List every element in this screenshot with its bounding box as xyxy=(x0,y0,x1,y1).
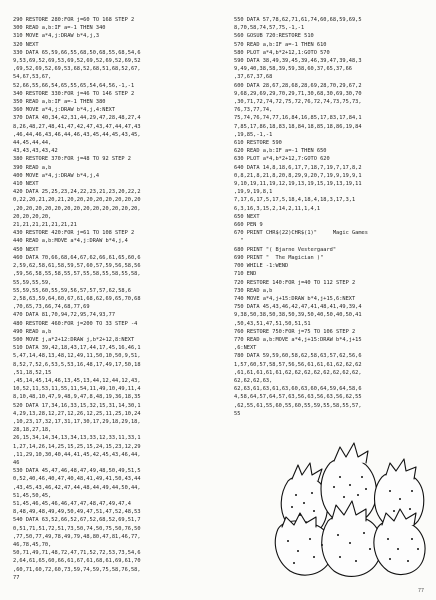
code-line: 76,73,77,74, xyxy=(234,107,273,114)
code-line: 75,74,76,74,77,16,84,16,85,17,83,17,84,1 xyxy=(234,115,362,122)
code-line: ,61,61,61,61,61,62,62,62,62,62,62,62,62, xyxy=(234,369,362,376)
code-line: 760 RESTORE 750:FOR j=75 TO 106 STEP 2 xyxy=(234,328,356,335)
code-line: 410 NEXT xyxy=(13,181,39,188)
basic-listing-left-column xyxy=(13,16,216,582)
code-line: ,19,9,19,8,1 xyxy=(234,189,273,196)
code-line: 2,59,62,58,61,58,59,57,60,57,59,56,58,56 xyxy=(13,263,141,270)
code-line: 8,26,48,27,48,41,47,42,47,43,47,44,47,43 xyxy=(13,123,141,130)
code-line: 62,63,61,63,61,63,60,63,60,64,59,64,58,6 xyxy=(234,386,362,393)
code-line: ,10,23,17,32,17,31,17,30,17,29,18,29,18, xyxy=(13,418,141,425)
code-line: 750 DATA 45,43,46,42,47,41,48,41,49,39,4 xyxy=(234,304,362,311)
code-line: 530 DATA 45,47,46,48,47,49,48,50,49,51,5 xyxy=(13,468,141,475)
code-line: 6,3,16,3,15,2,14,2,11,1,4,1 xyxy=(234,205,321,212)
code-line: 52,66,55,66,54,65,55,65,54,64,56,-1,-1 xyxy=(13,82,135,89)
code-line: 300 READ a,b:IF a=-1 THEN 340 xyxy=(13,25,106,32)
code-line: 610 RESTORE 590 xyxy=(234,140,282,147)
code-line: 7,17,6,17,5,17,5,18,4,18,4,18,3,17,3,1 xyxy=(234,197,356,204)
code-line: 28,18,27,18, xyxy=(13,427,52,434)
code-line: 43,43,43,43,42 xyxy=(13,148,58,155)
code-line: 560 GOSUB 720:RESTORE 510 xyxy=(234,33,314,40)
code-line: ,69,52,69,52,69,53,68,52,68,51,68,52,67, xyxy=(13,66,141,73)
code-line: 51,45,50,45, xyxy=(13,492,52,499)
code-line: ,62,55,61,55,60,55,60,55,59,55,58,55,57, xyxy=(234,402,362,409)
code-line: 520 DATA 17,34,16,33,15,32,15,31,14,30,1 xyxy=(13,402,141,409)
code-line: 5,47,14,48,13,48,12,49,11,50,10,50,9,51, xyxy=(13,353,141,360)
strawberries-illustration xyxy=(270,441,428,581)
code-line: 46,78,45,70, xyxy=(13,542,52,548)
code-line: 330 DATA 65,59,66,55,68,50,68,55,68,54,6 xyxy=(13,49,141,56)
code-line: 370 DATA 40,34,42,31,44,29,47,28,48,27,4 xyxy=(13,115,141,122)
code-line: 0,22,20,21,20,21,20,20,20,20,20,20,20,20 xyxy=(13,197,141,204)
code-line: 420 DATA 25,25,23,24,22,23,21,23,20,22,2 xyxy=(13,189,141,196)
code-line: 620 READ a,b:IF a=-1 THEN 650 xyxy=(234,148,327,155)
code-line: 10,52,11,53,11,55,11,54,11,49,10,49,11,4 xyxy=(13,386,141,393)
code-line: 570 READ a,b:IF a=-1 THEN 610 xyxy=(234,41,327,48)
code-line: 51,45,46,45,46,46,47,47,48,47,49,47,4 xyxy=(13,500,131,507)
code-line: 690 PRINT " The Magician )" xyxy=(234,254,324,261)
code-line: 780 DATA 59,59,60,58,62,58,63,57,62,56,6 xyxy=(234,353,362,360)
code-line: 680 PRINT "( Bjarne Vestergaard" xyxy=(234,246,337,253)
code-line: 46 xyxy=(13,459,20,466)
code-line: 510 DATA 39,42,18,43,17,44,17,45,16,46,1 xyxy=(13,345,141,352)
code-line: 8,10,48,10,47,9,48,9,47,8,48,19,36,18,35 xyxy=(13,394,141,401)
code-line: 670 PRINT CHR$(22)CHR$(1)" Magic Games xyxy=(234,230,368,237)
code-line: ,51,18,52,15 xyxy=(13,369,52,376)
code-line: 500 MOVE j,a*2+12:DRAW j,b*2+12,8:NEXT xyxy=(13,336,135,343)
code-line: 470 DATA 81,70,94,72,95,74,93,77 xyxy=(13,312,116,319)
code-line: 630 PLOT a*4,b*2+12,7:GOTO 620 xyxy=(234,156,330,163)
code-line: 730 READ a,b xyxy=(234,287,273,294)
code-line: 62,62,62,63, xyxy=(234,377,273,384)
code-line: 1,27,14,26,14,25,15,25,15,24,15,23,12,29 xyxy=(13,443,141,450)
code-line: 0,52,40,46,40,47,40,48,41,49,41,50,43,44 xyxy=(13,476,141,483)
code-line: 1,57,60,57,58,57,56,56,61,61,61,62,62,62 xyxy=(234,361,362,368)
code-line: ,6:NEXT xyxy=(234,345,257,352)
code-line: 55 xyxy=(234,410,241,417)
code-line: 310 MOVE a*4,j:DRAW b*4,j,3 xyxy=(13,33,100,40)
code-line: 9,49,40,38,58,39,59,38,60,37,65,37,66 xyxy=(234,66,352,73)
code-line: 550 DATA 57,78,62,71,61,74,60,68,59,69,5 xyxy=(234,17,362,23)
code-line: 400 MOVE a*4,j:DRAW b*4,j,4 xyxy=(13,172,100,179)
code-line: 360 MOVE a*4,j:DRAW b*4,j,4:NEXT xyxy=(13,107,116,114)
code-line: 2,58,63,59,64,60,67,61,68,62,69,65,70,68 xyxy=(13,295,141,302)
code-line: 26,15,34,14,34,13,34,13,33,12,33,11,33,1 xyxy=(13,435,141,442)
code-line: 44,45,44,44, xyxy=(13,140,52,147)
code-line: 460 DATA 70,66,68,64,67,62,66,61,65,60,6 xyxy=(13,254,141,261)
code-line: ,45,14,45,14,46,13,45,13,44,12,44,12,43, xyxy=(13,377,141,384)
code-line: 50,71,49,71,48,72,47,71,52,72,53,73,54,6 xyxy=(13,550,141,557)
code-line: 580 PLOT a*4,b*2+12,1:GOTO 570 xyxy=(234,49,330,56)
code-line: 9,38,50,38,50,38,50,39,50,40,50,40,50,41 xyxy=(234,312,362,319)
code-line: 490 READ a,b xyxy=(13,328,52,335)
code-line: 0,8,21,8,21,8,20,8,29,9,20,7,19,9,19,9,1 xyxy=(234,172,362,179)
code-line: 77 xyxy=(13,574,20,581)
code-line: ,37,67,37,68 xyxy=(234,74,273,81)
code-line: 650 NEXT xyxy=(234,213,260,220)
code-line: 340 RESTORE 330:FOR j=46 TO 146 STEP 2 xyxy=(13,90,135,97)
basic-listing-right-column xyxy=(234,16,423,418)
code-line: ,30,71,72,74,72,75,72,76,72,74,73,75,73, xyxy=(234,99,362,106)
code-line: 290 RESTORE 280:FOR j=60 TO 168 STEP 2 xyxy=(13,17,135,23)
code-line: ,59,56,58,55,58,55,57,55,58,55,58,55,58, xyxy=(13,271,141,278)
code-line: 590 DATA 38,49,39,45,39,46,39,47,39,48,3 xyxy=(234,58,362,65)
code-line: 540 DATA 63,52,66,52,67,52,68,52,69,51,7 xyxy=(13,517,141,524)
code-line: 770 READ a,b:MOVE a*4,j+15:DRAW b*4,j+15 xyxy=(234,336,362,343)
code-line: ,19,85,-1,-1 xyxy=(234,131,273,138)
code-line: 320 NEXT xyxy=(13,41,39,48)
code-line: 20,20,20,20, xyxy=(13,213,52,220)
code-line: 350 READ a,b:IF a=-1 THEN 380 xyxy=(13,99,106,106)
code-line: ,50,43,51,47,51,50,51,51 xyxy=(234,320,311,327)
code-line: 440 READ a,b:MOVE a*4,j:DRAW b*4,j,4 xyxy=(13,238,128,245)
code-line: ,11,29,10,30,40,44,41,45,42,45,43,46,44, xyxy=(13,451,141,458)
code-line: 8,52,7,52,6,53,5,53,16,48,17,49,17,50,18 xyxy=(13,361,141,368)
code-line: 480 RESTORE 460:FOR j=200 TO 33 STEP -4 xyxy=(13,320,138,327)
code-line: 9,53,69,52,69,53,69,52,69,52,69,52,69,52 xyxy=(13,58,141,65)
code-line: 7,85,17,86,18,83,18,84,18,85,18,86,19,84 xyxy=(234,123,362,130)
code-line: ,43,45,43,46,42,47,44,48,44,49,44,50,44, xyxy=(13,484,141,491)
code-line: 4,29,13,28,12,27,12,26,12,25,11,25,10,24 xyxy=(13,410,141,417)
code-line: 8,70,58,74,57,75,-1,-1 xyxy=(234,25,305,32)
code-line: ,20,20,20,20,20,20,20,20,20,20,20,20,20, xyxy=(13,205,141,212)
code-line: 54,67,53,67, xyxy=(13,74,52,81)
code-line: 600 DATA 28,67,28,68,28,69,28,70,29,67,2 xyxy=(234,82,362,89)
code-line: 450 NEXT xyxy=(13,246,39,253)
code-line: 4,58,64,57,64,57,63,56,63,56,63,56,62,55 xyxy=(234,394,362,401)
code-line: 710 END xyxy=(234,271,257,278)
code-line: 380 RESTORE 370:FOR j=48 TO 92 STEP 2 xyxy=(13,156,131,163)
code-line: 390 READ a,b xyxy=(13,164,52,171)
code-line: 9,10,19,11,19,12,19,13,19,15,19,13,19,11 xyxy=(234,181,362,188)
code-line: 720 RESTORE 140:FOR j=40 TO 112 STEP 2 xyxy=(234,279,356,286)
code-line: " xyxy=(234,238,244,245)
code-line: ,77,50,77,49,78,49,79,48,80,47,81,46,77, xyxy=(13,533,141,540)
code-line: 2,64,61,65,60,66,61,67,61,68,61,69,61,70 xyxy=(13,558,141,565)
code-line: 55,59,55,59, xyxy=(13,279,52,286)
code-line: 660 PEN 9 xyxy=(234,222,263,229)
code-line: 700 WHILE -1:WEND xyxy=(234,263,289,270)
code-line: ,70,65,73,66,74,68,77,69 xyxy=(13,304,90,311)
code-line: 430 RESTORE 420:FOR j=61 TO 108 STEP 2 xyxy=(13,230,135,237)
page-number: 77 xyxy=(418,588,425,594)
code-line: 640 DATA 14,8,18,6,17,7,18,7,19,7,17,8,2 xyxy=(234,164,362,171)
code-line: 8,48,49,48,49,49,50,49,47,51,47,52,48,53 xyxy=(13,509,141,516)
code-line: 740 MOVE a*4,j+15:DRAW b*4,j+15,6:NEXT xyxy=(234,295,356,302)
code-line: 21,21,21,21,21,21,21 xyxy=(13,222,77,229)
code-line: ,46,44,46,43,46,44,46,43,45,44,45,43,45, xyxy=(13,131,141,138)
code-line: ,60,71,60,72,60,73,59,74,59,75,58,76,58, xyxy=(13,566,141,573)
code-line: 0,51,71,51,72,51,73,50,74,50,75,50,76,50 xyxy=(13,525,141,532)
code-line: 9,68,29,69,29,70,29,71,30,68,30,69,30,70 xyxy=(234,90,362,97)
code-line: 55,59,55,60,55,59,56,57,57,57,62,58,6 xyxy=(13,287,131,294)
